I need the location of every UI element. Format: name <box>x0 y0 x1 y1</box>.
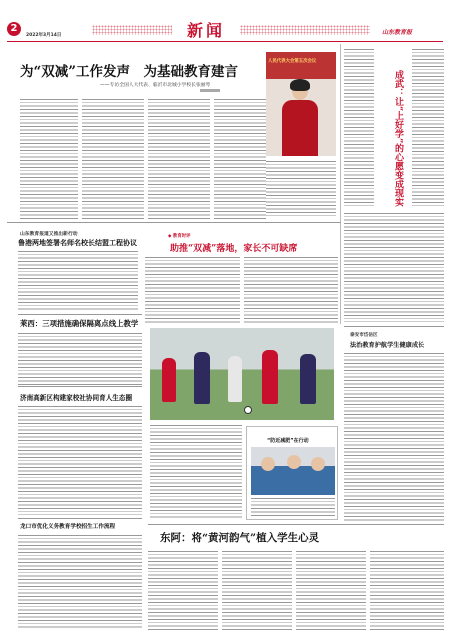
student-2 <box>287 455 301 469</box>
feature-body-1 <box>145 256 240 324</box>
child-1 <box>162 358 176 402</box>
photo-caption <box>266 160 336 216</box>
bottom-rule <box>148 524 444 525</box>
bottom-headline: 东阿：将“黄河韵气”植入学生心灵 <box>160 532 320 544</box>
story-4-body <box>344 352 444 522</box>
story-1-kicker: 山东教育报道又推出新行动 <box>20 232 78 237</box>
story-4-headline: 法治教育护航学生健康成长 <box>350 342 425 349</box>
story-5-headline: 龙口市优化义务教育学校招生工作流程 <box>20 524 116 530</box>
bottom-body-1 <box>148 550 218 630</box>
bottom-body-3 <box>296 550 366 630</box>
child-3 <box>228 356 242 402</box>
classroom-photo <box>251 447 335 495</box>
lead-headline: 为“双减”工作发声 为基础教育建言 <box>20 64 239 80</box>
story-1-headline: 鲁港两地签署名师名校长结盟工程协议 <box>18 238 137 247</box>
header-dots <box>92 25 172 35</box>
story-5-body <box>18 534 142 630</box>
story-2-body <box>18 332 142 386</box>
feature-tag <box>168 233 191 239</box>
right-col-text-1 <box>344 48 374 208</box>
masthead-logo: 山东教育报 <box>382 29 413 36</box>
right-column-divider <box>340 44 341 324</box>
feature-body-2 <box>244 256 338 324</box>
small-photo-box <box>246 426 338 520</box>
bottom-body-4 <box>370 550 444 630</box>
right-col-text-2 <box>412 48 444 208</box>
story-3-headline: 济南高新区构建家校社协同育人生态圈 <box>20 394 133 402</box>
person-hair <box>290 79 310 91</box>
lead-subtitle: ——专访全国人大代表、临沂市北城小学校长张丽琴 <box>100 83 211 88</box>
right-col-text-3 <box>344 212 444 322</box>
story-2-headline: 莱西：三项措施确保隔离点线上教学 <box>20 319 139 328</box>
feature-tag-icon: ◆ <box>168 234 172 239</box>
header-rule <box>7 41 443 42</box>
child-4 <box>262 350 278 404</box>
feature-headline: 助推“双减”落地，家长不可缺席 <box>170 244 298 254</box>
story-4-kicker: 泰安市岱岳区 <box>350 333 378 338</box>
student-3 <box>311 457 325 471</box>
football-photo <box>150 328 334 420</box>
mid-rule <box>7 222 341 223</box>
story-2-rule <box>18 314 142 315</box>
child-2 <box>194 352 210 404</box>
story-3-body <box>18 405 142 515</box>
page-number-badge: 2 <box>7 22 21 36</box>
lead-body-col-1 <box>20 98 78 220</box>
story-5-rule <box>18 518 142 519</box>
feature-tag-label: 教育时评 <box>172 234 191 239</box>
person-body <box>282 100 318 156</box>
lead-body-col-3 <box>148 98 210 220</box>
football-ball <box>244 406 252 414</box>
bottom-body-2 <box>222 550 292 630</box>
section-title: 新闻 <box>187 21 226 40</box>
reporter-byline <box>200 89 220 92</box>
lead-body-col-4 <box>214 98 266 220</box>
student-1 <box>261 457 275 471</box>
right-column-title: 成武：让“上好学”的心愿变成现实 <box>393 70 403 207</box>
lead-body-col-2 <box>82 98 144 220</box>
child-5 <box>300 354 316 404</box>
small-photo-caption: “防近减肥”在行动 <box>267 438 309 444</box>
photo-banner: 人民代表大会第五次会议 <box>268 59 317 64</box>
story-3-rule <box>18 386 142 387</box>
issue-date: 2022年3月14日 <box>26 33 62 38</box>
lead-photo <box>266 52 336 156</box>
small-photo-text <box>251 497 335 517</box>
story-1-body <box>18 250 138 310</box>
story-4-rule <box>344 326 444 327</box>
under-photo-body-1 <box>150 424 242 520</box>
header-dots-right <box>240 25 370 35</box>
